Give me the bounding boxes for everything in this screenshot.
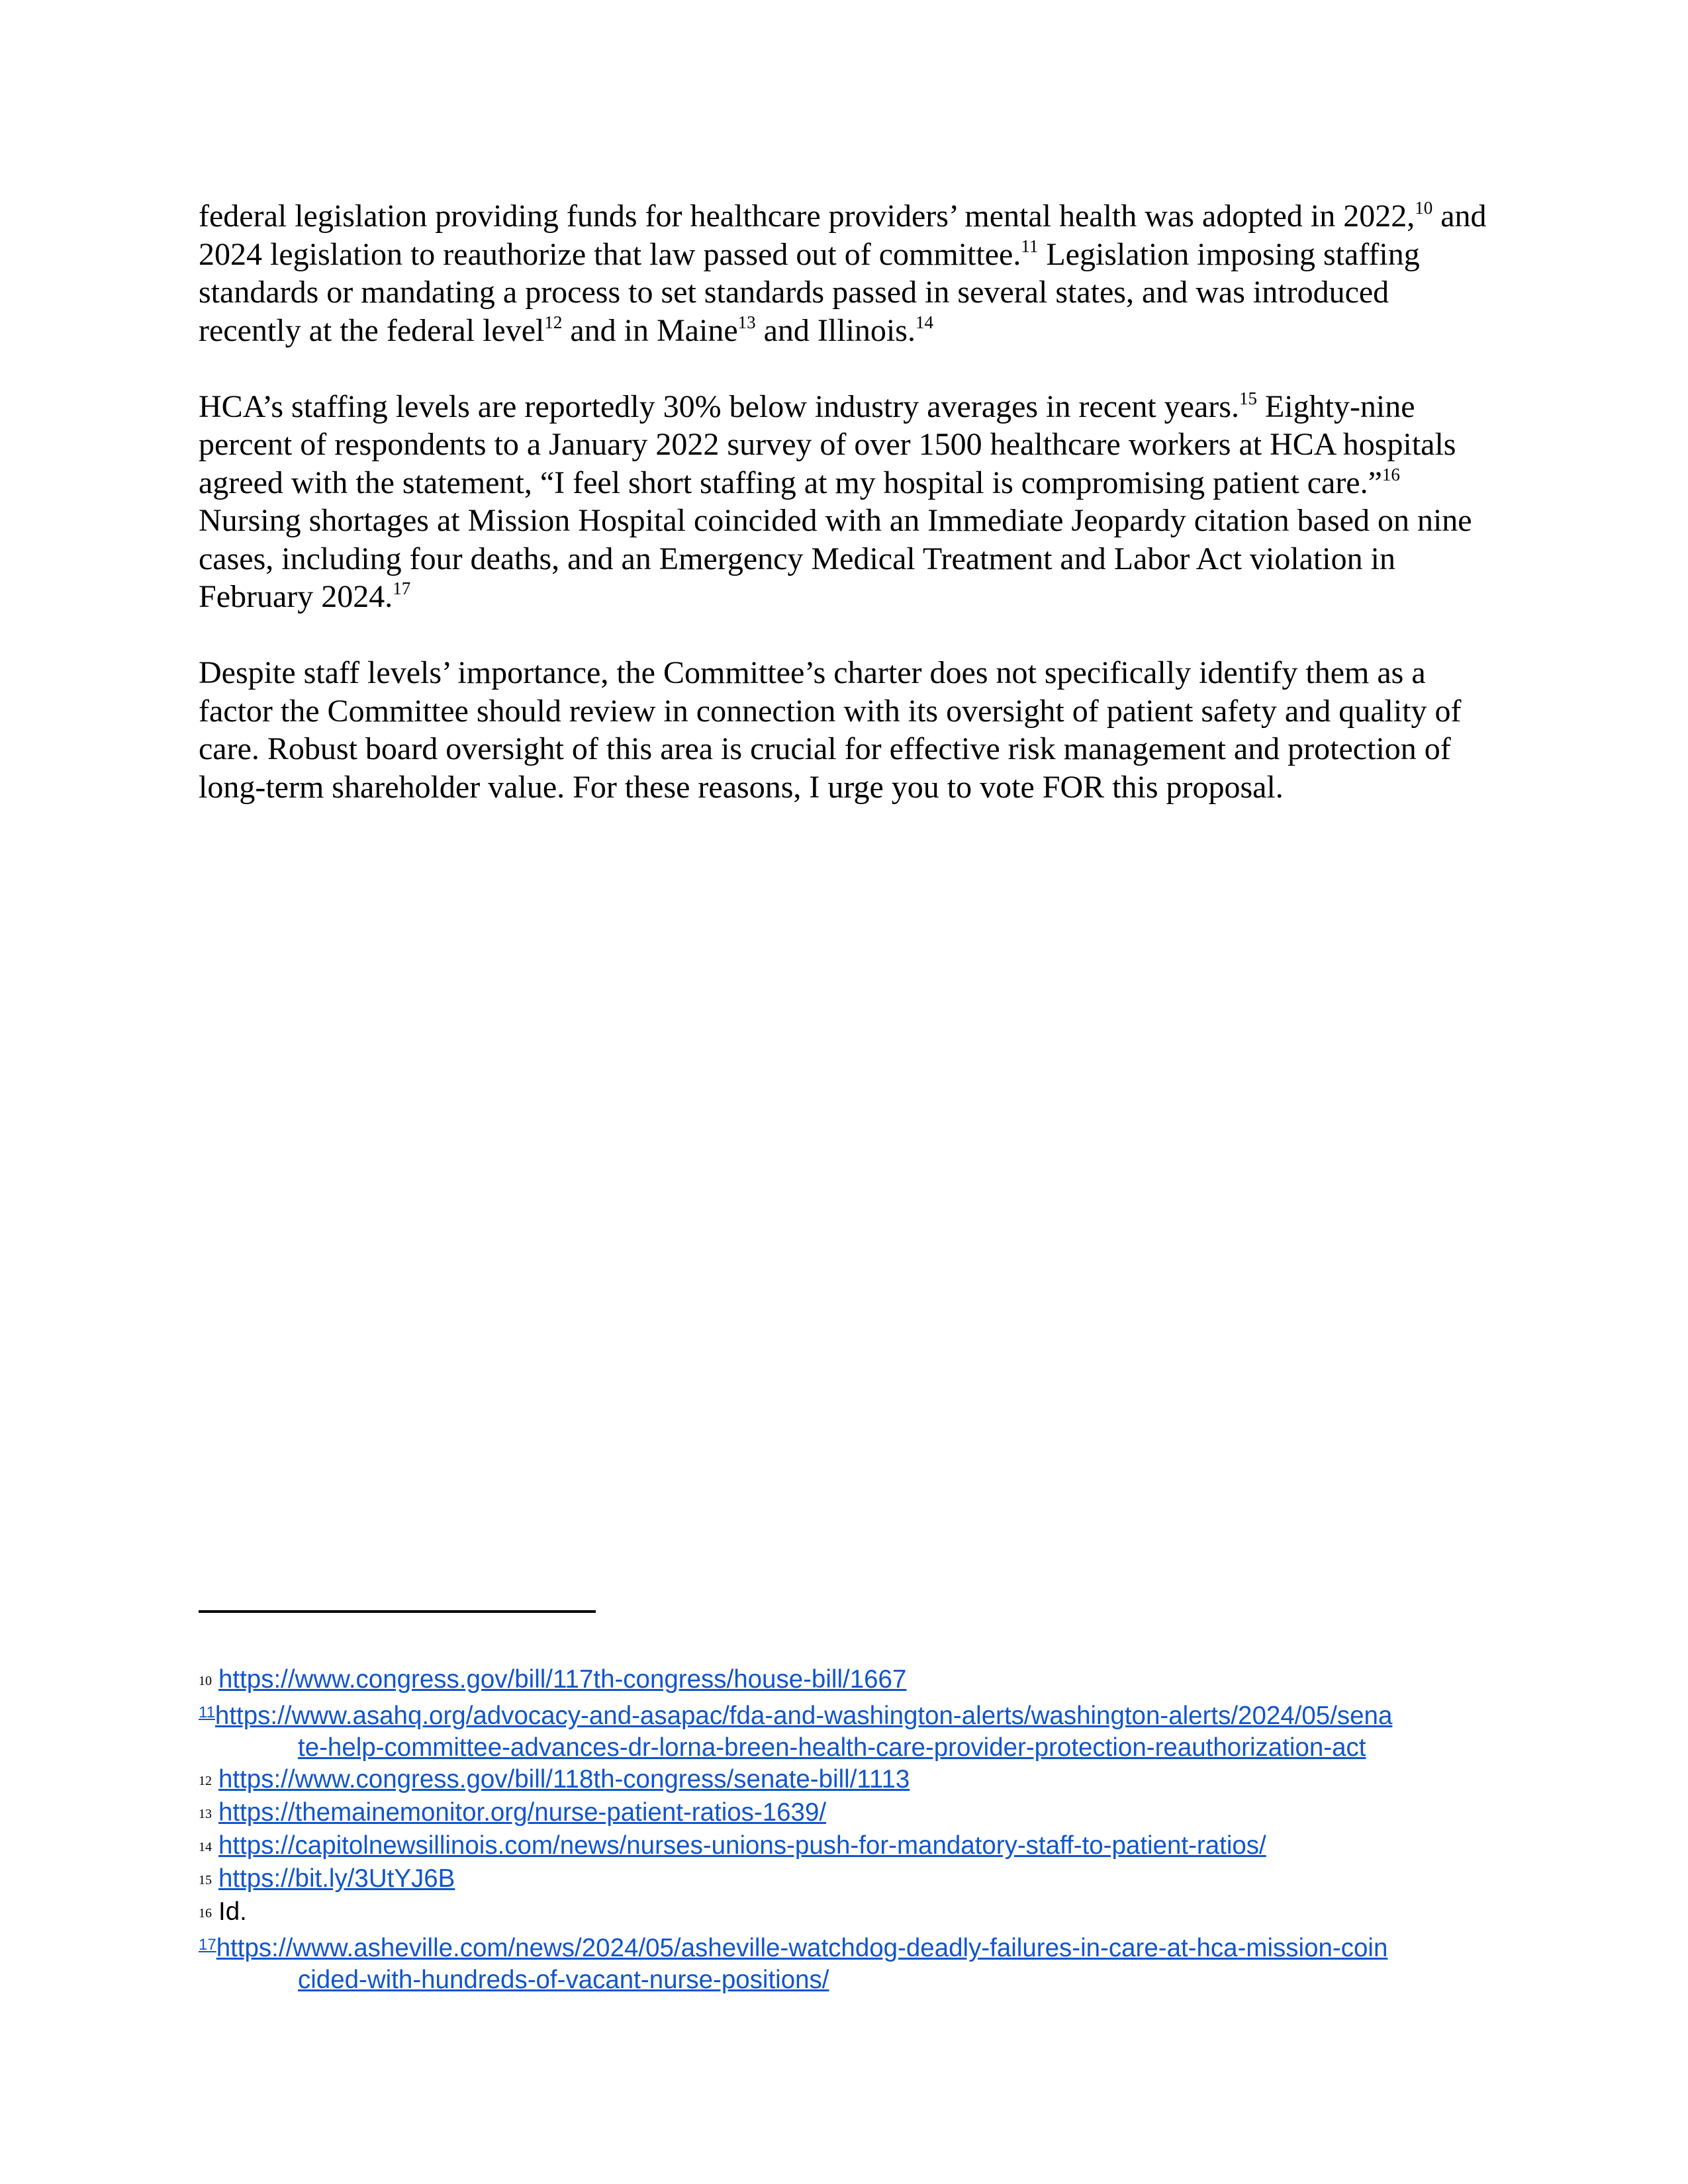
footnote-link[interactable]: https://www.congress.gov/bill/118th-congress/senate-bill/1113 — [218, 1765, 910, 1794]
footnote-link[interactable]: https://capitolnewsillinois.com/news/nurses-unions-push-for-mandatory-staff-to-patient-ratios/ — [218, 1831, 1266, 1860]
paragraph-recommendation — [199, 654, 1489, 806]
footnote-link-continued[interactable]: cided-with-hundreds-of-vacant-nurse-positions/ — [298, 1966, 829, 1994]
footnote-number: 14 — [199, 1840, 212, 1854]
footnotes — [199, 1664, 1496, 1996]
footnote-marker: 15 — [1239, 388, 1257, 408]
footnote-number-link[interactable]: 17 — [199, 1936, 216, 1954]
paragraph-text: Nursing shortages at Mission Hospital coincided with an Immediate Jeopardy citation based on nine cases, including four deaths, and an Emergency Medical Treatment and Labor Act violation in February 2024. — [199, 465, 1480, 614]
footnote-11 — [199, 1697, 1496, 1764]
footnote-link[interactable]: https://bit.ly/3UtYJ6B — [218, 1864, 455, 1893]
paragraph-text: Eighty-nine percent of respondents to a January 2022 survey of over 1500 healthcare workers at HCA hospitals agreed with the statement, “I feel short staffing at my hospital is compromising patient care.” — [199, 388, 1464, 500]
footnote-10 — [199, 1664, 1496, 1697]
paragraph-text: federal legislation providing funds for healthcare providers’ mental health was adopted in 2022, — [199, 199, 1415, 234]
footnote-link[interactable]: https://themainemonitor.org/nurse-patient-ratios-1639/ — [218, 1798, 827, 1827]
footnote-marker: 16 — [1382, 464, 1400, 484]
footnote-number: 15 — [199, 1873, 212, 1888]
footnote-13 — [199, 1797, 1496, 1830]
paragraph-text: and Illinois. — [755, 312, 915, 348]
footnote-14 — [199, 1830, 1496, 1863]
paragraph-text: HCA’s staffing levels are reportedly 30% below industry averages in recent years. — [199, 388, 1239, 424]
footnote-marker: 17 — [393, 578, 411, 598]
footnote-marker: 12 — [544, 312, 563, 332]
footnote-marker: 11 — [1021, 236, 1039, 256]
paragraph-text: and in Maine — [562, 312, 738, 348]
footnote-number-link[interactable]: 11 — [199, 1704, 215, 1721]
footnote-text: Id. — [218, 1897, 247, 1926]
footnote-number: 16 — [199, 1906, 212, 1921]
footnote-17 — [199, 1929, 1496, 1996]
footnote-12 — [199, 1764, 1496, 1797]
body-text — [199, 197, 1495, 844]
footnote-marker: 14 — [915, 312, 933, 332]
footnote-marker: 13 — [737, 312, 756, 332]
footnote-number: 13 — [199, 1807, 212, 1821]
footnote-15 — [199, 1863, 1496, 1896]
footnote-number: 10 — [199, 1674, 212, 1688]
footnote-separator — [199, 1610, 596, 1613]
paragraph-text: and 2024 legislation to reauthorize that law passed out of committee. — [199, 199, 1495, 272]
paragraph-text: Despite staff levels’ importance, the Committee’s charter does not specifically identify them as a factor the Committee should review in connection with its oversight of patient safety and quality of care. Robust board oversight of this area is crucial for effective risk management and protection of long-term shareholder value. For these reasons, I urge you to vote FOR this proposal. — [199, 655, 1470, 805]
footnote-marker: 10 — [1415, 198, 1433, 218]
footnote-link[interactable]: https://www.congress.gov/bill/117th-congress/house-bill/1667 — [218, 1665, 907, 1694]
paragraph-legislation — [199, 197, 1495, 349]
paragraph-staffing-levels — [199, 388, 1489, 616]
footnote-16 — [199, 1896, 1496, 1929]
footnote-link-continued[interactable]: te-help-committee-advances-dr-lorna-breen-health-care-provider-protection-reauthorization-act — [298, 1733, 1366, 1762]
footnote-link[interactable]: https://www.asahq.org/advocacy-and-asapac/fda-and-washington-alerts/washington-alerts/2024/05/sena — [214, 1702, 1393, 1730]
footnote-number: 12 — [199, 1774, 212, 1788]
footnote-link[interactable]: https://www.asheville.com/news/2024/05/asheville-watchdog-deadly-failures-in-care-at-hca-mission-coin — [216, 1934, 1388, 1962]
paragraph-text: Legislation imposing staffing standards or mandating a process to set standards passed in several states, and was introduced recently at the federal level — [199, 236, 1428, 348]
